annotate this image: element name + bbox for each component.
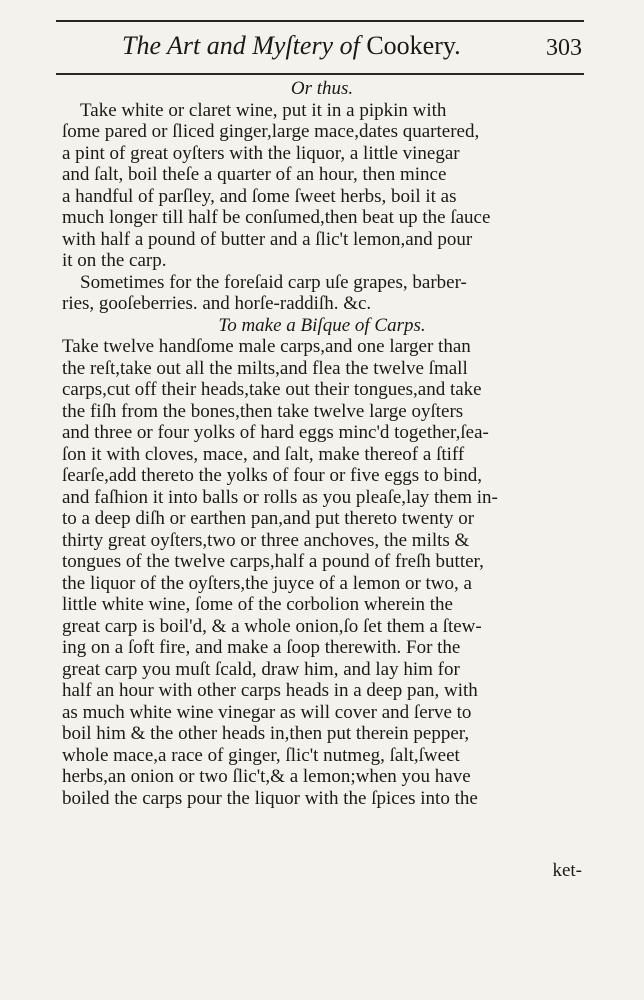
text-line: whole mace,a race of ginger, ſlic't nutmeg, ſalt,ſweet <box>62 744 460 766</box>
text-line: the liquor of the oyſters,the juyce of a lemon or two, a <box>62 572 472 594</box>
text-line: it on the carp. <box>62 250 167 271</box>
text-line: to a deep diſh or earthen pan,and put thereto twenty or <box>62 508 475 529</box>
text-line: ſon it with cloves, mace, and ſalt, make thereof a ſtiff <box>62 443 465 465</box>
catchword: ket- <box>552 860 582 881</box>
header-rule-top <box>56 20 584 22</box>
page-number: 303 <box>546 35 582 61</box>
text-line: ing on a ſoft fire, and make a ſoop therewith. For the <box>62 637 461 658</box>
text-line: boiled the carps pour the liquor with the ſpices into the <box>62 787 478 809</box>
text-line: great carp is boil'd, & a whole onion,ſo ſet them a ſtew- <box>62 615 482 637</box>
text-line: a handful of parſley, and ſome ſweet herbs, boil it as <box>62 185 457 207</box>
page-body <box>62 78 582 809</box>
text-line: as much white wine vinegar as will cover and ſerve to <box>62 701 472 723</box>
text-line: ries, gooſeberries. and horſe-raddiſh. &c. <box>62 293 372 314</box>
text-line: a pint of great oyſters with the liquor, a little vinegar <box>62 142 460 164</box>
text-line: and three or four yolks of hard eggs minc'd together,ſea- <box>62 422 489 443</box>
text-line: boil him & the other heads in,then put therein pepper, <box>62 723 470 744</box>
text-line: Take twelve handſome male carps,and one larger than <box>62 336 471 357</box>
text-line: thirty great oyſters,two or three anchoves, the milts & <box>62 529 470 551</box>
header-rule-bottom <box>56 73 584 75</box>
text-line: Take white or claret wine, put it in a pipkin with <box>80 99 447 121</box>
running-title-roman: Cookery. <box>366 31 461 60</box>
text-line: ſearſe,add thereto the yolks of four or five eggs to bind, <box>62 465 482 486</box>
text-line: the fiſh from the bones,then take twelve large oyſters <box>62 400 464 422</box>
text-line: with half a pound of butter and a ſlic't lemon,and pour <box>62 228 473 250</box>
text-line: carps,cut off their heads,take out their tongues,and take <box>62 379 482 400</box>
text-line: the reſt,take out all the milts,and flea the twelve ſmall <box>62 357 468 379</box>
text-line: half an hour with other carps heads in a deep pan, with <box>62 680 478 701</box>
text-line: little white wine, ſome of the corbolion wherein the <box>62 594 453 615</box>
running-header <box>56 26 584 70</box>
text-line: ſome pared or ſliced ginger,large mace,dates quartered, <box>62 121 480 142</box>
running-title <box>122 31 461 61</box>
text-line: and ſalt, boil theſe a quarter of an hour, then mince <box>62 164 447 185</box>
text-line: and faſhion it into balls or rolls as you pleaſe,lay them in- <box>62 486 498 508</box>
running-title-italic: The Art and Myſtery of <box>122 31 367 60</box>
text-line: great carp you muſt ſcald, draw him, and lay him for <box>62 658 460 680</box>
text-line: tongues of the twelve carps,half a pound of freſh butter, <box>62 551 484 572</box>
text-line: Sometimes for the foreſaid carp uſe grapes, barber- <box>80 271 467 293</box>
section-heading: Or thus. <box>290 78 354 99</box>
text-line: herbs,an onion or two ſlic't,& a lemon;when you have <box>62 766 471 787</box>
section-heading: To make a Biſque of Carps. <box>218 314 426 336</box>
text-line: much longer till half be conſumed,then beat up the ſauce <box>62 207 491 228</box>
